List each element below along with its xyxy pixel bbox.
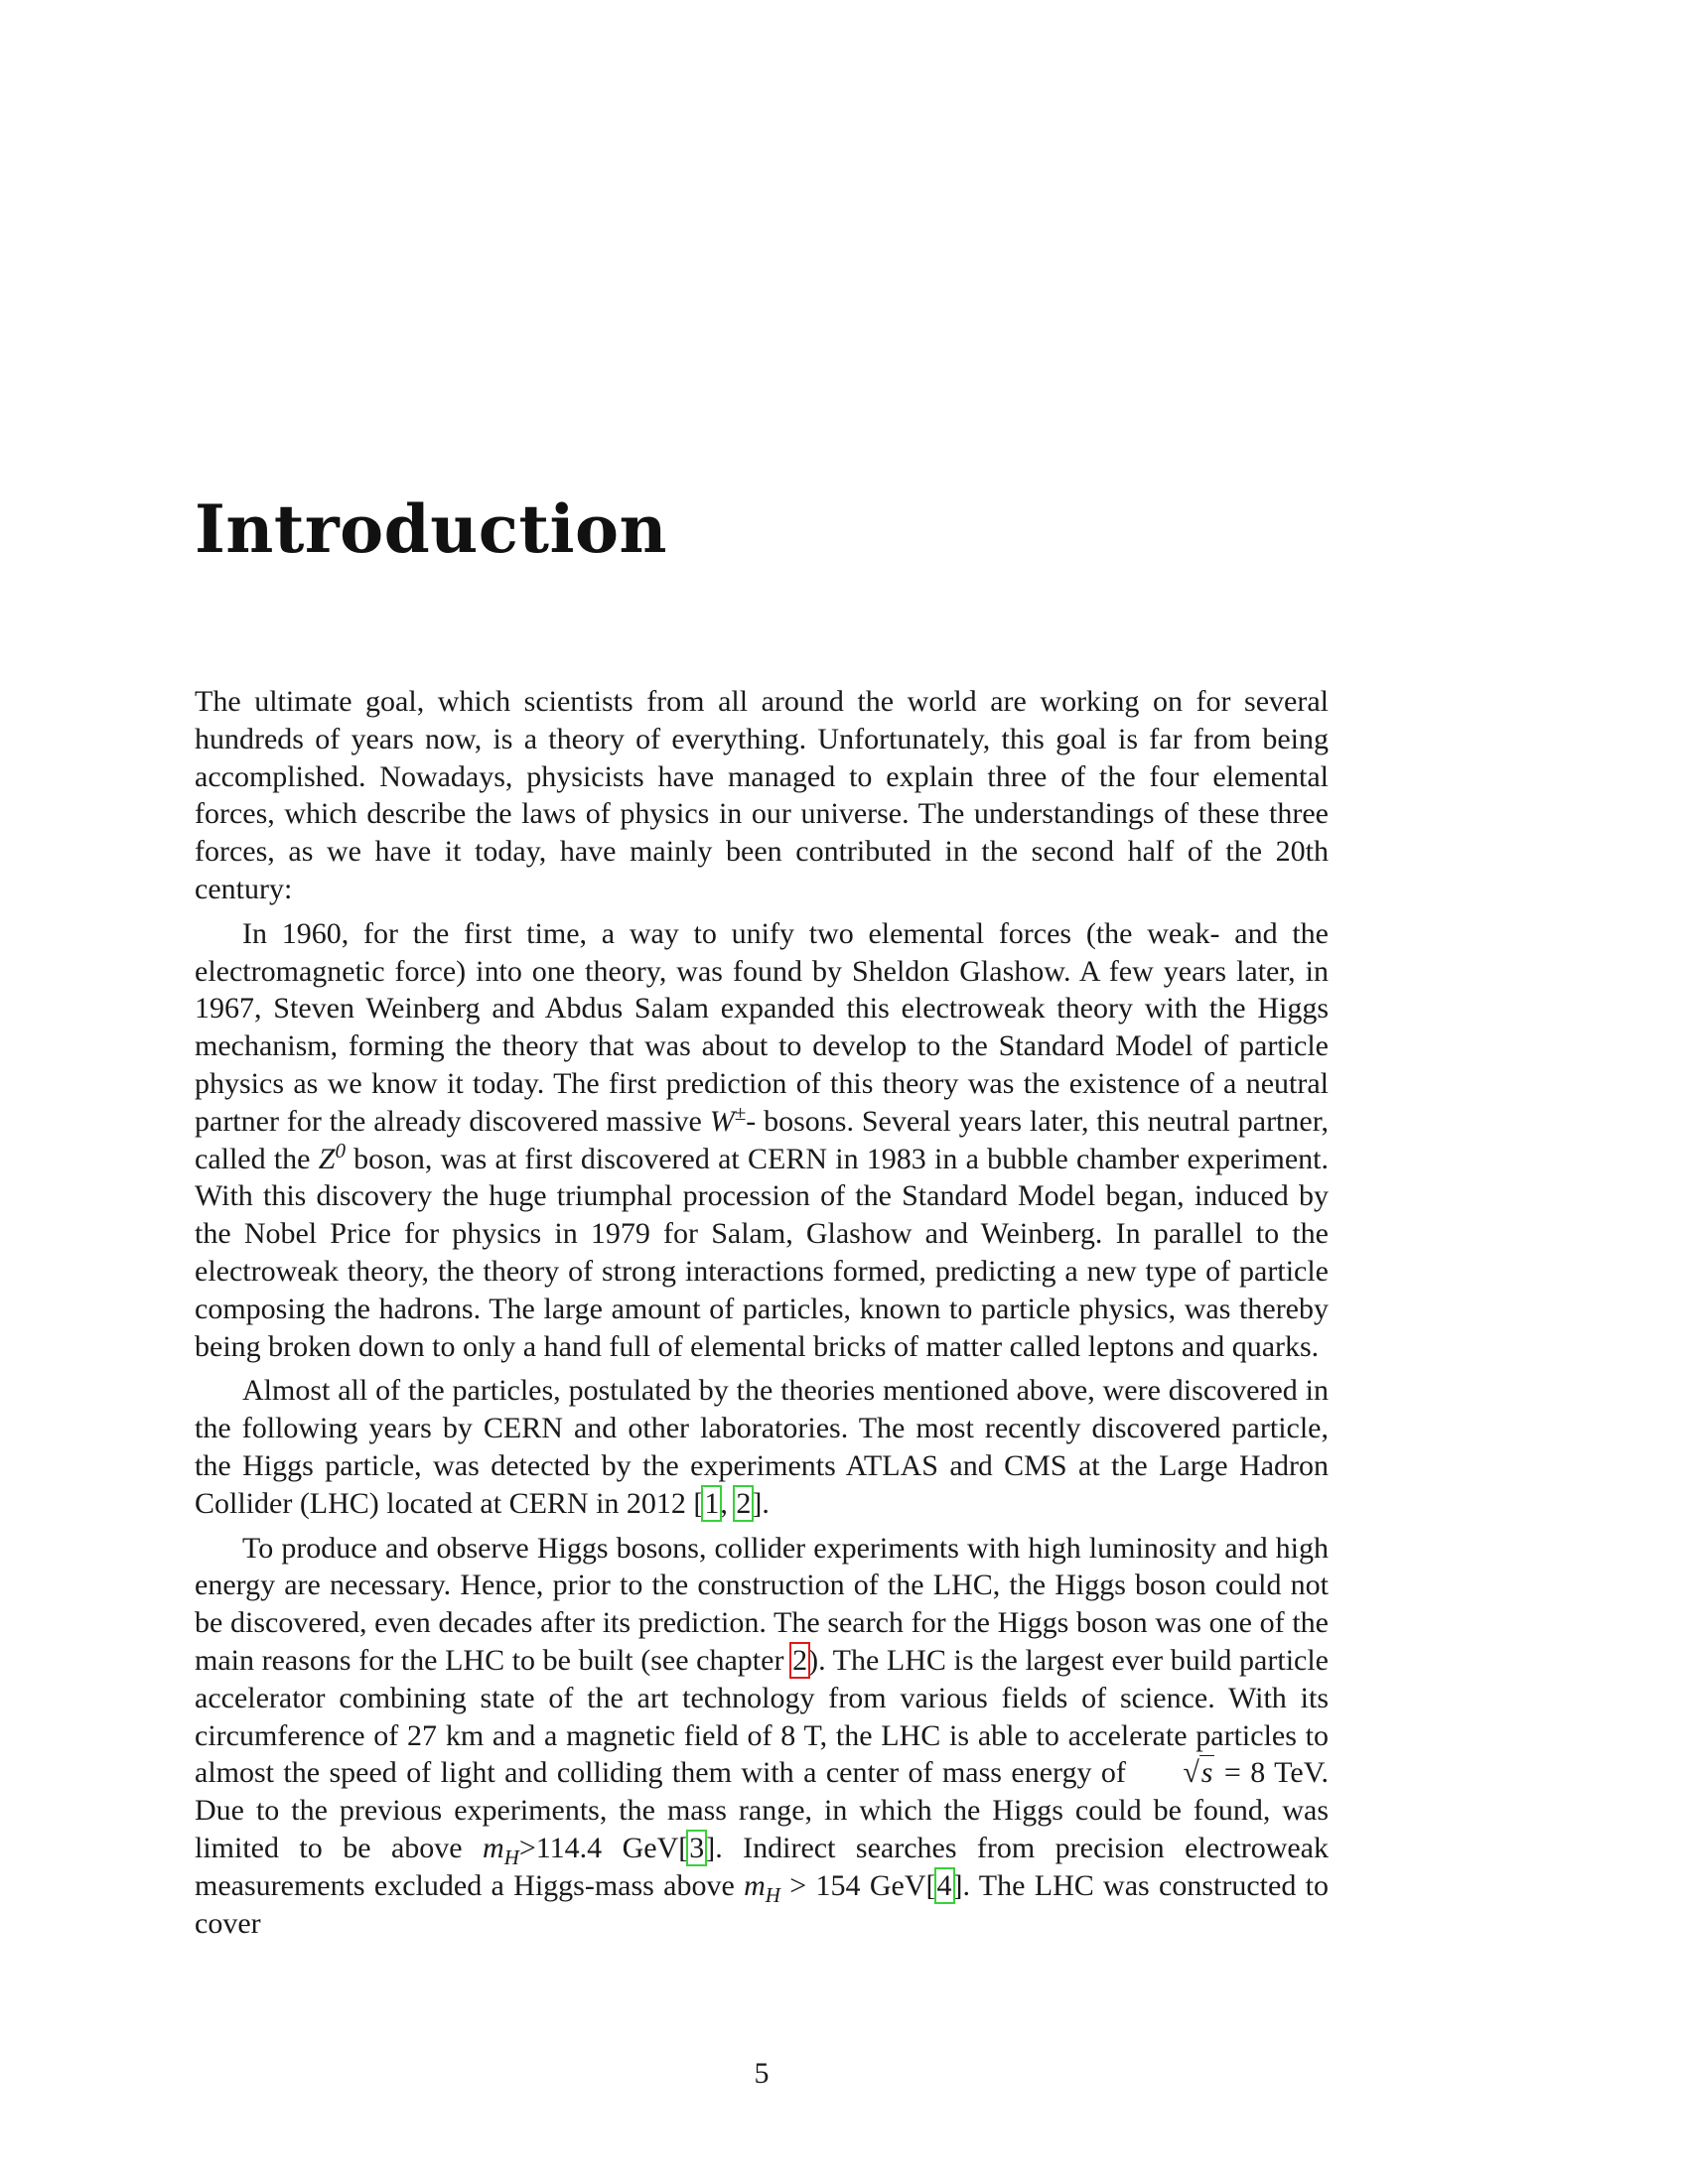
sqrt-radicand: s — [1200, 1756, 1213, 1790]
higgs-mass-symbol-2: m — [744, 1868, 766, 1902]
paragraph-4-text-e: ]. The LHC was constructed to cover — [195, 1868, 1329, 1940]
body-text — [195, 683, 1329, 1949]
z-boson-symbol — [318, 1138, 346, 1175]
citation-separator: , — [720, 1486, 736, 1520]
chapter-title: Introduction — [195, 490, 668, 568]
paragraph-4-text-a: To produce and observe Higgs bosons, collider experiments with high luminosity and high energy are necessary. Hence, prior to the construction of the LHC, the Higgs boson could not be discovered, even decades after its prediction. The search for the Higgs boson was one of the main reasons for the LHC to be built (see chapter — [195, 1531, 1329, 1677]
citation-link-4[interactable]: 4 — [936, 1868, 952, 1902]
z-symbol: Z — [318, 1142, 336, 1175]
paragraph-3 — [195, 1372, 1329, 1522]
chapter-reference-link[interactable]: 2 — [792, 1643, 808, 1677]
paragraph-1: The ultimate goal, which scientists from all around the world are working on for several hundreds of years now, is a theory of everything. Unfortunately, this goal is far from being accomplished. Nowadays, physicists have managed to explain three of the four elemental forces, which describe the laws of physics in our universe. The understandings of these three forces, as we have it today, have mainly been contributed in the second half of the 20th century: — [195, 685, 1329, 905]
w-symbol: W — [709, 1104, 735, 1138]
higgs-mass-symbol-1: m — [483, 1831, 504, 1864]
page-number: 5 — [754, 2057, 770, 2090]
sqrt-s-expression — [1135, 1754, 1214, 1792]
w-boson-symbol — [709, 1100, 747, 1138]
energy-value: = 8 TeV — [1214, 1756, 1322, 1790]
paragraph-2-text-a: In 1960, for the first time, a way to unify two elemental forces (the weak- and the electromagnetic force) into one theory, was found by Sheldon Glashow. A few years later, in 1967, Steven Weinberg and Abdus Salam expanded this electroweak theory with the Higgs mechanism, forming the theory that was about to develop to the Standard Model of particle physics as we know it today. The first prediction of this theory was the existence of a neutral partner for the already discovered massive — [195, 916, 1329, 1138]
paragraph-3-text-a: Almost all of the particles, postulated by the theories mentioned above, were discovered in the following years by CERN and other laboratories. The most recently discovered particle, the Higgs particle, was detected by the experiments ATLAS and CMS at the Large Hadron Collider (LHC) located at CERN in 2012 [ — [195, 1374, 1329, 1520]
paragraph-2-text-c: boson, was at first discovered at CERN in 1983 in a bubble chamber experiment. With this discovery the huge triumphal procession of the Standard Model began, induced by the Nobel Price for physics in 1979 for Salam, Glashow and Weinberg. In parallel to the electroweak theory, the theory of strong interactions formed, predicting a new type of particle composing the hadrons. The large amount of particles, known to particle physics, was thereby being broken down to only a hand full of elemental bricks of matter called leptons and quarks. — [195, 1142, 1329, 1363]
sqrt-symbol: √ — [1183, 1756, 1199, 1790]
w-superscript: ± — [734, 1100, 747, 1125]
higgs-mass-upper-bound: > 154 GeV[ — [779, 1868, 936, 1902]
paragraph-3-text-b: ]. — [752, 1486, 770, 1520]
z-superscript: 0 — [335, 1138, 346, 1162]
paragraph-4-text-d: ]. Indirect searches from precision electroweak measurements excluded a Higgs-mass above — [195, 1831, 1329, 1902]
paragraph-4-text-b: ). The LHC is the largest ever build particle accelerator combining state of the art technology from various fields of science. With its circumference of 27 km and a magnetic field of 8 T, the LHC is able to accelerate particles to almost the speed of light and colliding them with a center of mass energy of — [195, 1643, 1329, 1790]
citation-link-1[interactable]: 1 — [704, 1486, 720, 1520]
citation-link-2[interactable]: 2 — [736, 1486, 752, 1520]
paragraph-4-text-c: . Due to the previous experiments, the mass range, in which the Higgs could be found, was limited to be above — [195, 1756, 1329, 1864]
citation-link-3[interactable]: 3 — [689, 1831, 705, 1864]
higgs-mass-lower-bound: >114.4 GeV[ — [518, 1831, 689, 1864]
higgs-mass-subscript-2: H — [765, 1882, 780, 1907]
higgs-mass-subscript-1: H — [503, 1844, 519, 1869]
paragraph-2-text-b: - bosons. Several years later, this neutral partner, called the — [195, 1104, 1329, 1175]
paragraph-4 — [195, 1530, 1329, 1943]
paragraph-2 — [195, 915, 1329, 1366]
